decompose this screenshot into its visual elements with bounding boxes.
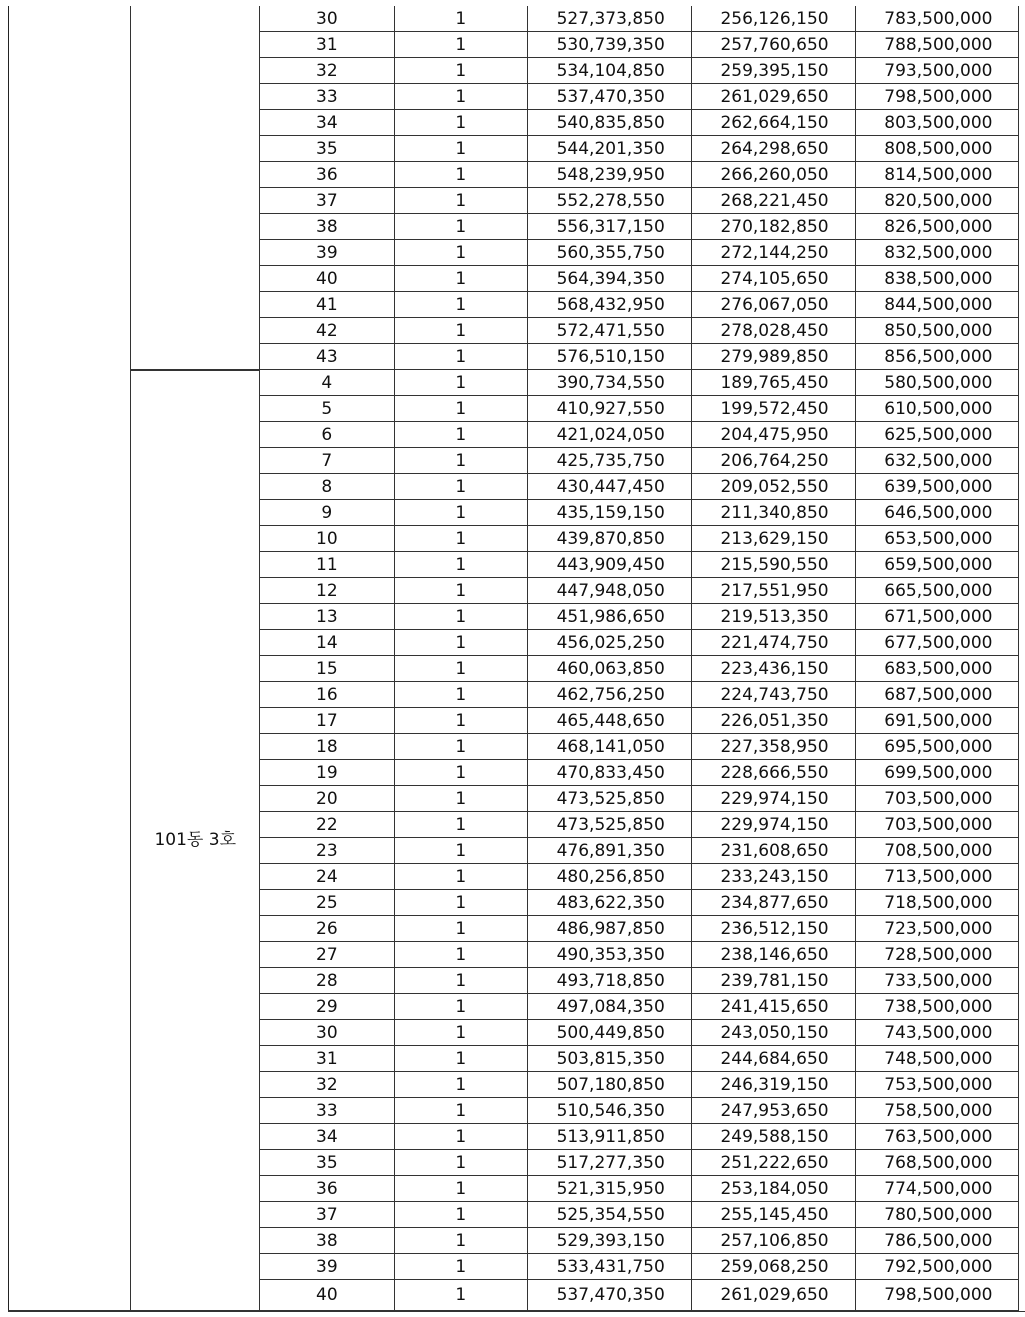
building-price-cell: 244,684,650 — [691, 1046, 855, 1072]
total-price-cell: 758,500,000 — [855, 1098, 1019, 1124]
total-price-cell: 844,500,000 — [855, 292, 1019, 318]
count-cell: 1 — [394, 604, 527, 630]
floor-cell: 16 — [260, 682, 394, 708]
total-price-cell: 733,500,000 — [855, 968, 1019, 994]
land-price-cell: 443,909,450 — [527, 552, 691, 578]
floor-cell: 30 — [260, 1020, 394, 1046]
count-cell: 1 — [394, 292, 527, 318]
land-price-cell: 525,354,550 — [527, 1202, 691, 1228]
land-price-cell: 421,024,050 — [527, 422, 691, 448]
floor-cell: 40 — [260, 266, 394, 292]
building-price-cell: 221,474,750 — [691, 630, 855, 656]
total-price-cell: 792,500,000 — [855, 1254, 1019, 1280]
total-price-cell: 687,500,000 — [855, 682, 1019, 708]
total-price-cell: 646,500,000 — [855, 500, 1019, 526]
total-price-cell: 703,500,000 — [855, 812, 1019, 838]
total-price-cell: 826,500,000 — [855, 214, 1019, 240]
floor-cell: 38 — [260, 214, 394, 240]
table-body — [9, 6, 1025, 1311]
building-price-cell: 278,028,450 — [691, 318, 855, 344]
land-price-cell: 527,373,850 — [527, 6, 691, 32]
count-cell: 1 — [394, 396, 527, 422]
total-price-cell: 780,500,000 — [855, 1202, 1019, 1228]
building-price-cell: 226,051,350 — [691, 708, 855, 734]
total-price-cell: 738,500,000 — [855, 994, 1019, 1020]
price-table — [8, 6, 1025, 1312]
floor-cell: 26 — [260, 916, 394, 942]
total-price-cell: 703,500,000 — [855, 786, 1019, 812]
total-price-cell: 748,500,000 — [855, 1046, 1019, 1072]
floor-cell: 36 — [260, 162, 394, 188]
land-price-cell: 497,084,350 — [527, 994, 691, 1020]
total-price-cell: 659,500,000 — [855, 552, 1019, 578]
building-price-cell: 257,106,850 — [691, 1228, 855, 1254]
floor-cell: 43 — [260, 344, 394, 370]
floor-cell: 9 — [260, 500, 394, 526]
building-price-cell: 279,989,850 — [691, 344, 855, 370]
land-price-cell: 521,315,950 — [527, 1176, 691, 1202]
building-price-cell: 246,319,150 — [691, 1072, 855, 1098]
count-cell: 1 — [394, 760, 527, 786]
total-price-cell: 814,500,000 — [855, 162, 1019, 188]
floor-cell: 22 — [260, 812, 394, 838]
land-price-cell: 534,104,850 — [527, 58, 691, 84]
count-cell: 1 — [394, 1254, 527, 1280]
count-cell: 1 — [394, 110, 527, 136]
count-cell: 1 — [394, 318, 527, 344]
count-cell: 1 — [394, 1020, 527, 1046]
building-price-cell: 266,260,050 — [691, 162, 855, 188]
building-price-cell: 229,974,150 — [691, 786, 855, 812]
total-price-cell: 793,500,000 — [855, 58, 1019, 84]
land-price-cell: 435,159,150 — [527, 500, 691, 526]
count-cell: 1 — [394, 890, 527, 916]
count-cell: 1 — [394, 1176, 527, 1202]
land-price-cell: 503,815,350 — [527, 1046, 691, 1072]
land-price-cell: 468,141,050 — [527, 734, 691, 760]
floor-cell: 25 — [260, 890, 394, 916]
floor-cell: 13 — [260, 604, 394, 630]
land-price-cell: 476,891,350 — [527, 838, 691, 864]
building-price-cell: 256,126,150 — [691, 6, 855, 32]
count-cell: 1 — [394, 1202, 527, 1228]
count-cell: 1 — [394, 942, 527, 968]
building-price-cell: 274,105,650 — [691, 266, 855, 292]
floor-cell: 33 — [260, 84, 394, 110]
building-price-cell: 257,760,650 — [691, 32, 855, 58]
count-cell: 1 — [394, 578, 527, 604]
count-cell: 1 — [394, 708, 527, 734]
building-price-cell: 228,666,550 — [691, 760, 855, 786]
land-price-cell: 430,447,450 — [527, 474, 691, 500]
table-row — [9, 370, 1025, 396]
floor-cell: 10 — [260, 526, 394, 552]
total-price-cell: 743,500,000 — [855, 1020, 1019, 1046]
total-price-cell: 808,500,000 — [855, 136, 1019, 162]
count-cell: 1 — [394, 266, 527, 292]
total-price-cell: 677,500,000 — [855, 630, 1019, 656]
building-price-cell: 219,513,350 — [691, 604, 855, 630]
total-price-cell: 610,500,000 — [855, 396, 1019, 422]
table-row — [9, 6, 1025, 32]
building-price-cell: 199,572,450 — [691, 396, 855, 422]
land-price-cell: 564,394,350 — [527, 266, 691, 292]
land-price-cell: 517,277,350 — [527, 1150, 691, 1176]
count-cell: 1 — [394, 240, 527, 266]
unit-label: 101동 3호 — [131, 370, 260, 1312]
land-price-cell: 537,470,350 — [527, 1280, 691, 1312]
land-price-cell: 456,025,250 — [527, 630, 691, 656]
building-price-cell: 253,184,050 — [691, 1176, 855, 1202]
land-price-cell: 460,063,850 — [527, 656, 691, 682]
total-price-cell: 850,500,000 — [855, 318, 1019, 344]
total-price-cell: 774,500,000 — [855, 1176, 1019, 1202]
floor-cell: 41 — [260, 292, 394, 318]
page-edge-cell — [1019, 6, 1025, 1311]
land-price-cell: 560,355,750 — [527, 240, 691, 266]
total-price-cell: 671,500,000 — [855, 604, 1019, 630]
floor-cell: 24 — [260, 864, 394, 890]
count-cell: 1 — [394, 136, 527, 162]
floor-cell: 33 — [260, 1098, 394, 1124]
building-price-cell: 270,182,850 — [691, 214, 855, 240]
floor-cell: 5 — [260, 396, 394, 422]
total-price-cell: 838,500,000 — [855, 266, 1019, 292]
count-cell: 1 — [394, 1280, 527, 1312]
floor-cell: 23 — [260, 838, 394, 864]
building-price-cell: 251,222,650 — [691, 1150, 855, 1176]
floor-cell: 29 — [260, 994, 394, 1020]
total-price-cell: 768,500,000 — [855, 1150, 1019, 1176]
floor-cell: 31 — [260, 32, 394, 58]
land-price-cell: 465,448,650 — [527, 708, 691, 734]
count-cell: 1 — [394, 32, 527, 58]
building-price-cell: 259,068,250 — [691, 1254, 855, 1280]
count-cell: 1 — [394, 968, 527, 994]
land-price-cell: 451,986,650 — [527, 604, 691, 630]
building-price-cell: 262,664,150 — [691, 110, 855, 136]
count-cell: 1 — [394, 1046, 527, 1072]
total-price-cell: 691,500,000 — [855, 708, 1019, 734]
building-price-cell: 229,974,150 — [691, 812, 855, 838]
building-price-cell: 239,781,150 — [691, 968, 855, 994]
count-cell: 1 — [394, 370, 527, 396]
land-price-cell: 425,735,750 — [527, 448, 691, 474]
building-price-cell: 276,067,050 — [691, 292, 855, 318]
total-price-cell: 580,500,000 — [855, 370, 1019, 396]
land-price-cell: 473,525,850 — [527, 786, 691, 812]
land-price-cell: 510,546,350 — [527, 1098, 691, 1124]
building-price-cell: 264,298,650 — [691, 136, 855, 162]
floor-cell: 34 — [260, 1124, 394, 1150]
count-cell: 1 — [394, 344, 527, 370]
land-price-cell: 483,622,350 — [527, 890, 691, 916]
count-cell: 1 — [394, 552, 527, 578]
floor-cell: 39 — [260, 240, 394, 266]
total-price-cell: 786,500,000 — [855, 1228, 1019, 1254]
building-price-cell: 213,629,150 — [691, 526, 855, 552]
building-price-cell: 231,608,650 — [691, 838, 855, 864]
total-price-cell: 653,500,000 — [855, 526, 1019, 552]
building-price-cell: 234,877,650 — [691, 890, 855, 916]
floor-cell: 19 — [260, 760, 394, 786]
land-price-cell: 410,927,550 — [527, 396, 691, 422]
count-cell: 1 — [394, 58, 527, 84]
floor-cell: 35 — [260, 136, 394, 162]
floor-cell: 18 — [260, 734, 394, 760]
floor-cell: 7 — [260, 448, 394, 474]
floor-cell: 30 — [260, 6, 394, 32]
count-cell: 1 — [394, 812, 527, 838]
floor-cell: 37 — [260, 1202, 394, 1228]
total-price-cell: 820,500,000 — [855, 188, 1019, 214]
land-price-cell: 513,911,850 — [527, 1124, 691, 1150]
building-price-cell: 261,029,650 — [691, 1280, 855, 1312]
land-price-cell: 572,471,550 — [527, 318, 691, 344]
building-price-cell: 223,436,150 — [691, 656, 855, 682]
floor-cell: 12 — [260, 578, 394, 604]
count-cell: 1 — [394, 448, 527, 474]
floor-cell: 32 — [260, 58, 394, 84]
building-price-cell: 259,395,150 — [691, 58, 855, 84]
count-cell: 1 — [394, 838, 527, 864]
land-price-cell: 529,393,150 — [527, 1228, 691, 1254]
count-cell: 1 — [394, 188, 527, 214]
count-cell: 1 — [394, 1072, 527, 1098]
total-price-cell: 783,500,000 — [855, 6, 1019, 32]
floor-cell: 40 — [260, 1280, 394, 1312]
land-price-cell: 390,734,550 — [527, 370, 691, 396]
total-price-cell: 753,500,000 — [855, 1072, 1019, 1098]
land-price-cell: 530,739,350 — [527, 32, 691, 58]
building-price-cell: 217,551,950 — [691, 578, 855, 604]
total-price-cell: 763,500,000 — [855, 1124, 1019, 1150]
building-price-cell: 189,765,450 — [691, 370, 855, 396]
count-cell: 1 — [394, 214, 527, 240]
floor-cell: 14 — [260, 630, 394, 656]
land-price-cell: 533,431,750 — [527, 1254, 691, 1280]
count-cell: 1 — [394, 526, 527, 552]
count-cell: 1 — [394, 1150, 527, 1176]
count-cell: 1 — [394, 630, 527, 656]
land-price-cell: 493,718,850 — [527, 968, 691, 994]
total-price-cell: 718,500,000 — [855, 890, 1019, 916]
land-price-cell: 537,470,350 — [527, 84, 691, 110]
floor-cell: 20 — [260, 786, 394, 812]
count-cell: 1 — [394, 162, 527, 188]
total-price-cell: 856,500,000 — [855, 344, 1019, 370]
building-price-cell: 209,052,550 — [691, 474, 855, 500]
building-price-cell: 249,588,150 — [691, 1124, 855, 1150]
building-price-cell: 247,953,650 — [691, 1098, 855, 1124]
floor-cell: 36 — [260, 1176, 394, 1202]
total-price-cell: 625,500,000 — [855, 422, 1019, 448]
building-price-cell: 272,144,250 — [691, 240, 855, 266]
land-price-cell: 473,525,850 — [527, 812, 691, 838]
total-price-cell: 699,500,000 — [855, 760, 1019, 786]
count-cell: 1 — [394, 84, 527, 110]
count-cell: 1 — [394, 1098, 527, 1124]
complex-cell — [9, 6, 131, 1311]
building-price-cell: 215,590,550 — [691, 552, 855, 578]
floor-cell: 42 — [260, 318, 394, 344]
land-price-cell: 568,432,950 — [527, 292, 691, 318]
count-cell: 1 — [394, 994, 527, 1020]
floor-cell: 27 — [260, 942, 394, 968]
total-price-cell: 665,500,000 — [855, 578, 1019, 604]
land-price-cell: 548,239,950 — [527, 162, 691, 188]
land-price-cell: 447,948,050 — [527, 578, 691, 604]
floor-cell: 8 — [260, 474, 394, 500]
land-price-cell: 544,201,350 — [527, 136, 691, 162]
total-price-cell: 803,500,000 — [855, 110, 1019, 136]
floor-cell: 37 — [260, 188, 394, 214]
land-price-cell: 540,835,850 — [527, 110, 691, 136]
floor-cell: 31 — [260, 1046, 394, 1072]
count-cell: 1 — [394, 786, 527, 812]
count-cell: 1 — [394, 1124, 527, 1150]
count-cell: 1 — [394, 916, 527, 942]
floor-cell: 4 — [260, 370, 394, 396]
count-cell: 1 — [394, 864, 527, 890]
floor-cell: 38 — [260, 1228, 394, 1254]
floor-cell: 6 — [260, 422, 394, 448]
total-price-cell: 798,500,000 — [855, 84, 1019, 110]
floor-cell: 35 — [260, 1150, 394, 1176]
floor-cell: 34 — [260, 110, 394, 136]
land-price-cell: 576,510,150 — [527, 344, 691, 370]
building-price-cell: 255,145,450 — [691, 1202, 855, 1228]
land-price-cell: 486,987,850 — [527, 916, 691, 942]
land-price-cell: 439,870,850 — [527, 526, 691, 552]
floor-cell: 32 — [260, 1072, 394, 1098]
floor-cell: 11 — [260, 552, 394, 578]
total-price-cell: 832,500,000 — [855, 240, 1019, 266]
land-price-cell: 462,756,250 — [527, 682, 691, 708]
total-price-cell: 788,500,000 — [855, 32, 1019, 58]
total-price-cell: 632,500,000 — [855, 448, 1019, 474]
building-price-cell: 268,221,450 — [691, 188, 855, 214]
building-price-cell: 204,475,950 — [691, 422, 855, 448]
land-price-cell: 552,278,550 — [527, 188, 691, 214]
land-price-cell: 490,353,350 — [527, 942, 691, 968]
building-price-cell: 227,358,950 — [691, 734, 855, 760]
count-cell: 1 — [394, 656, 527, 682]
land-price-cell: 507,180,850 — [527, 1072, 691, 1098]
floor-cell: 28 — [260, 968, 394, 994]
building-price-cell: 241,415,650 — [691, 994, 855, 1020]
total-price-cell: 798,500,000 — [855, 1280, 1019, 1312]
floor-cell: 17 — [260, 708, 394, 734]
land-price-cell: 480,256,850 — [527, 864, 691, 890]
floor-cell: 39 — [260, 1254, 394, 1280]
total-price-cell: 695,500,000 — [855, 734, 1019, 760]
count-cell: 1 — [394, 734, 527, 760]
building-price-cell: 236,512,150 — [691, 916, 855, 942]
land-price-cell: 500,449,850 — [527, 1020, 691, 1046]
building-price-cell: 224,743,750 — [691, 682, 855, 708]
count-cell: 1 — [394, 682, 527, 708]
count-cell: 1 — [394, 474, 527, 500]
total-price-cell: 728,500,000 — [855, 942, 1019, 968]
total-price-cell: 639,500,000 — [855, 474, 1019, 500]
total-price-cell: 713,500,000 — [855, 864, 1019, 890]
floor-cell: 15 — [260, 656, 394, 682]
total-price-cell: 708,500,000 — [855, 838, 1019, 864]
building-price-cell: 261,029,650 — [691, 84, 855, 110]
building-price-cell: 211,340,850 — [691, 500, 855, 526]
count-cell: 1 — [394, 6, 527, 32]
building-price-cell: 206,764,250 — [691, 448, 855, 474]
unit-label — [131, 6, 260, 370]
building-price-cell: 243,050,150 — [691, 1020, 855, 1046]
count-cell: 1 — [394, 422, 527, 448]
land-price-cell: 556,317,150 — [527, 214, 691, 240]
land-price-cell: 470,833,450 — [527, 760, 691, 786]
total-price-cell: 723,500,000 — [855, 916, 1019, 942]
count-cell: 1 — [394, 1228, 527, 1254]
total-price-cell: 683,500,000 — [855, 656, 1019, 682]
building-price-cell: 238,146,650 — [691, 942, 855, 968]
count-cell: 1 — [394, 500, 527, 526]
building-price-cell: 233,243,150 — [691, 864, 855, 890]
